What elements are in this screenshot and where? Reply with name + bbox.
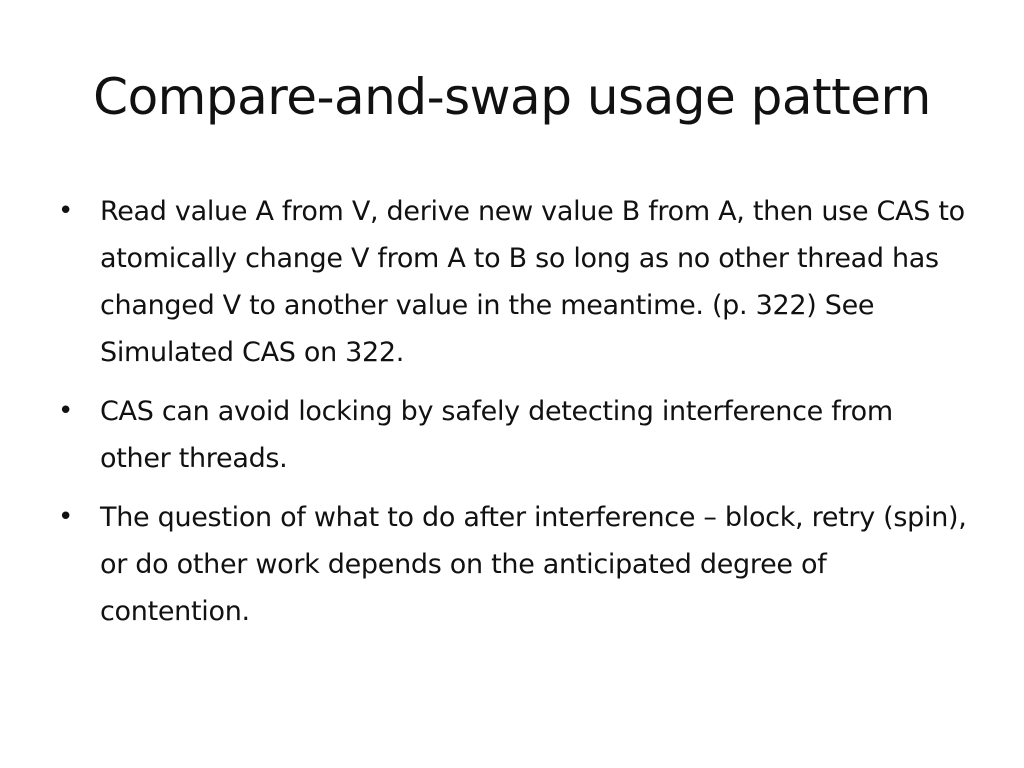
bullet-item xyxy=(58,188,970,376)
bullet-item xyxy=(58,388,970,482)
bullet-point-icon: • xyxy=(58,196,74,226)
bullet-point-icon: • xyxy=(58,502,74,532)
slide-title: Compare-and-swap usage pattern xyxy=(93,68,931,126)
bullet-text: CAS can avoid locking by safely detecting interference from other threads. xyxy=(100,396,893,474)
bullet-text: The question of what to do after interference – block, retry (spin), or do other work depends on the anticipated degree of contention. xyxy=(100,502,967,627)
bullet-text: Read value A from V, derive new value B from A, then use CAS to atomically change V from A to B so long as no other thread has changed V to another value in the meantime. (p. 322) See Simulated CAS on 322. xyxy=(100,196,965,368)
bullet-point-icon: • xyxy=(58,396,74,426)
bullet-item xyxy=(58,494,970,635)
bullet-list xyxy=(58,188,970,647)
